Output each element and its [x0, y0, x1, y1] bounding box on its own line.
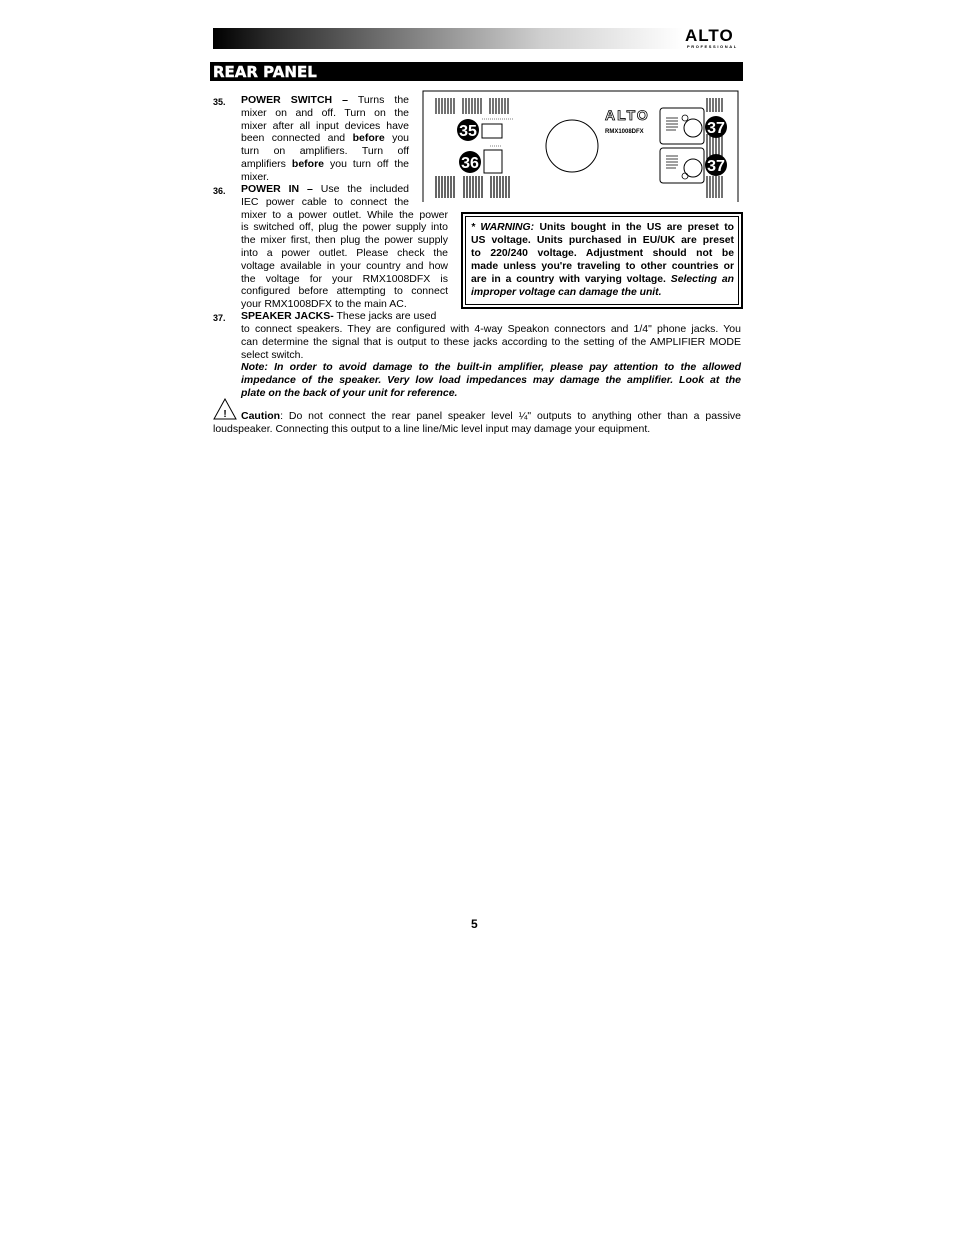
section-title: REAR PANEL [213, 63, 317, 81]
item-35-line-6: amplifiers before you turn off the [241, 157, 410, 170]
item-37-text [241, 323, 741, 400]
item-37-term: SPEAKER JACKS- [241, 310, 334, 322]
callout-37-bottom-label: 37 [707, 158, 725, 175]
speaker-plate-top [660, 108, 704, 144]
caution-text-line-1: Caution: Do not connect the rear panel speaker level ¼" outputs to anything other than a passive [241, 410, 741, 422]
warning-triangle-icon [213, 398, 237, 420]
note-line-3: plate on the back of your unit for reference. [241, 386, 458, 399]
rear-panel-illustration [420, 88, 740, 204]
item-35-line-1: POWER SWITCH – Turns the [241, 94, 410, 106]
section-header [210, 62, 743, 81]
warning-line-4: made unless you're traveling to other countries or [471, 261, 734, 273]
caution-text-line-2: loudspeaker. Connecting this output to a line line/Mic level input may damage your equipment. [213, 422, 651, 435]
logo-subtitle: PROFESSIONAL [687, 44, 738, 49]
item-36-line-6: into a power outlet. Please check the [241, 246, 448, 259]
item-35-line-5: turn on amplifiers. Turn off [241, 145, 409, 158]
item-36-text-top [241, 183, 409, 209]
alto-logo [685, 26, 745, 49]
item-37-number: 37. [213, 313, 226, 323]
logo-word: ALTO [685, 26, 734, 45]
item-36-number: 36. [213, 186, 226, 196]
item-35-line-2: mixer on and off. Turn on the [241, 106, 409, 119]
item-35-line-7: mixer. [241, 170, 270, 183]
page-number: 5 [471, 917, 478, 931]
warning-line-1: * WARNING: Units bought in the US are preset to [471, 222, 735, 233]
item-35-term: POWER SWITCH – [241, 94, 349, 106]
callout-35 [457, 119, 479, 141]
item-37-note [241, 361, 741, 399]
item-36-line-10: your RMX1008DFX to the main AC. [241, 298, 407, 311]
warning-line-3: to 220/240 voltage. Adjustment should not be [471, 248, 734, 260]
item-36-line-8: the voltage for your RMX1008DFX is [241, 272, 448, 285]
item-37-first-line: SPEAKER JACKS- These jacks are used [241, 310, 437, 322]
callout-37-bottom [705, 154, 727, 176]
caution-label: Caution [241, 410, 281, 422]
item-36-line-1: POWER IN – Use the included [241, 183, 410, 195]
item-36-text [241, 209, 448, 311]
warning-line-5: are in a country with varying voltage. Selecting an [471, 274, 734, 286]
callout-36-label: 36 [461, 155, 479, 172]
note-line-2: impedance of the speaker. Very low load impedances may damage the amplifier. Look at the [241, 374, 741, 387]
diagram-logo: ALTO [605, 107, 650, 123]
item-35-number: 35. [213, 97, 226, 107]
callout-37-top-label: 37 [707, 120, 725, 137]
svg-text:!: ! [223, 409, 227, 420]
rear-panel-diagram [420, 88, 740, 204]
item-37-line-2: to connect speakers. They are configured with 4-way Speakon connectors and 1/4" phone jacks. You [241, 323, 741, 335]
item-36-line-7: voltage available in your country and how [241, 259, 448, 272]
callout-35-label: 35 [459, 123, 477, 140]
note-line-1: Note: In order to avoid damage to the built-in amplifier, please pay attention to the allowed [241, 361, 741, 374]
speaker-plate-bottom [660, 148, 704, 183]
warning-label: * WARNING: [471, 222, 535, 233]
item-37-line-3: can determine the signal that is output to these jacks according to the setting of the AMPLIFIER MODE [241, 335, 741, 348]
top-left-labels [436, 98, 508, 114]
power-switch-shape [482, 124, 502, 138]
item-35-line-3: mixer after all input devices have [241, 119, 409, 132]
warning-line-6: improper voltage can damage the unit. [471, 287, 662, 299]
item-35-text [241, 94, 409, 184]
item-36-term: POWER IN – [241, 183, 313, 195]
callout-37-top [705, 116, 727, 138]
warning-box [465, 216, 739, 305]
diagram-model: RMX1008DFX [605, 129, 644, 135]
item-35-line-4: been connected and before you [241, 132, 409, 145]
item-36-line-5: the mixer first, then plug the power supply [241, 234, 448, 247]
item-37-line-4: select switch. [241, 348, 304, 361]
callout-36 [459, 151, 481, 173]
header-gradient-bar [213, 28, 683, 49]
item-36-line-4: is switched off, plug the power supply into [241, 221, 448, 234]
fan-grille-shape [546, 120, 598, 172]
bottom-left-labels [436, 176, 509, 198]
item-36-line-9: configured before attempting to connect [241, 285, 448, 298]
item-36-line-3: mixer to a power outlet. While the power [241, 208, 448, 221]
power-inlet-shape [484, 150, 502, 173]
warning-line-2: US voltage. Units purchased in EU/UK are preset [471, 235, 734, 247]
item-36-line-2: IEC power cable to connect the [241, 195, 409, 208]
